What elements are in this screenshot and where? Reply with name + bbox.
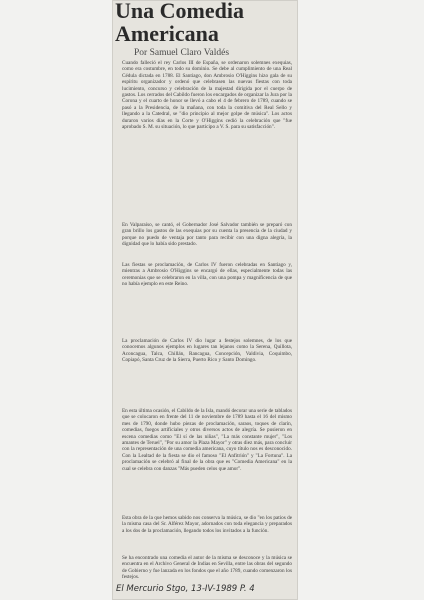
article-paragraph: En esta última ocasión, el Cabildo de la Isla, mandó decorar una serie de tablados que se colocaron en frente del 11 de noviembre de 1789 hasta el 16 del mismo mes de 1790, donde hubo piezas de proclamación, saraos, toques de clarín, comedias, fuegos artificiales y otros diversos actos de alegría. Se pusieron en escena comedias como "El sí de las niñas", "La más constante mujer", "Los amantes de Teruel", "Por su amor la Plaza Mayor" y otras diez más, para concluir con la representación de una comedia americana, cuyo título nos es desconocido. Con la Lealtad de la fiesta se dio el famoso "El Anfitrión" y "La Fortuna". La proclamación se celebró al final de la obra que es "Comedia Americana" en la cual se celebra con danzas "Más pueden celos que amor". xyxy=(122,408,292,472)
article-paragraph: Las fiestas se proclamación, de Carlos IV fueron celebradas en Santiago y, mientras a Ambrosio O'Higgins se encargó de ellas, especialmente todas las ceremonias que se celebraron en la villa, con una pompa y magnificencia de que no había ejemplo en este Reino. xyxy=(122,262,292,288)
handwritten-source-note: El Mercurio Stgo, 13-IV-1989 P. 4 xyxy=(116,584,255,594)
article-paragraph: Cuando falleció el rey Carlos III de España, se ordenaron solemnes exequias, como era costumbre, en todo su dominio. Se debe al cumplimiento de una Real Cédula dictada en 1788. El Santiago, don Ambrosio O'Higgins hizo gala de su espíritu organizador y ordenó que celebrasen las nuevas fiestas con toda lucimiento, concurso y celebración de la majestad dirigida por el cuerpo de gastos. Los cerrados del Cabildo fueron los encargados de organizar la Jura por la Corona y el cuarto de honor se llevó a cabo el 4 de febrero de 1789, cuando se pasó a la Presidencia, de la mañana, con toda la comitiva del Real Sello y llegando a la Catedral, se "dio principio al mejor golpe de música". Los actos duraron varios días en la Corte y O'Higgins cedió la celebración que "fue aprobado S. M. su situación, lo que participo a V. S. para su satisfacción". xyxy=(122,60,292,131)
article-byline: Por Samuel Claro Valdés xyxy=(134,48,230,58)
article-paragraph: La proclamación de Carlos IV dio lugar a festejos solemnes, de los que conocemos algunos ejemplos en lugares tan lejanos como la Serena, Quillota, Aconcagua, Talca, Chillán, Rancagua, Concepción, Valdivia, Coquimbo, Copiapó, Santa Cruz de la Sierra, Puerto Rico y Santo Domingo. xyxy=(122,338,292,364)
article-paragraph: Se ha encontrado una comedia el autor de la misma se desconoce y la música se encuentra en el Archivo General de Indias en Sevilla, entre las obras del segundo de Gobierno y fue lanzada en los fondos que el año 1789, cuando comenzaron los festejos. xyxy=(122,555,292,581)
article-paragraph: Esta obra de la que hemos sabido nos conserva la música, se dio "en los patios de la misma casa del Sr. Alférez Mayor, adornados con toda elegancia y preparados a los dos de la proclamación, llegando todos los invitados a la función. xyxy=(122,515,292,534)
article-title-line-1: Una Comedia xyxy=(115,0,244,23)
article-paragraph: En Valparaíso, se cantó, el Gobernador José Salvador también se preparó con gran brillo los gastos de las exequias por su cuenta la presencia de la ciudad y porque no puedo de ventaja por tanto para recibir con una digna alegría, la dignidad que lo había sido prestado. xyxy=(122,222,292,248)
article-title-line-2: Americana xyxy=(115,21,219,46)
